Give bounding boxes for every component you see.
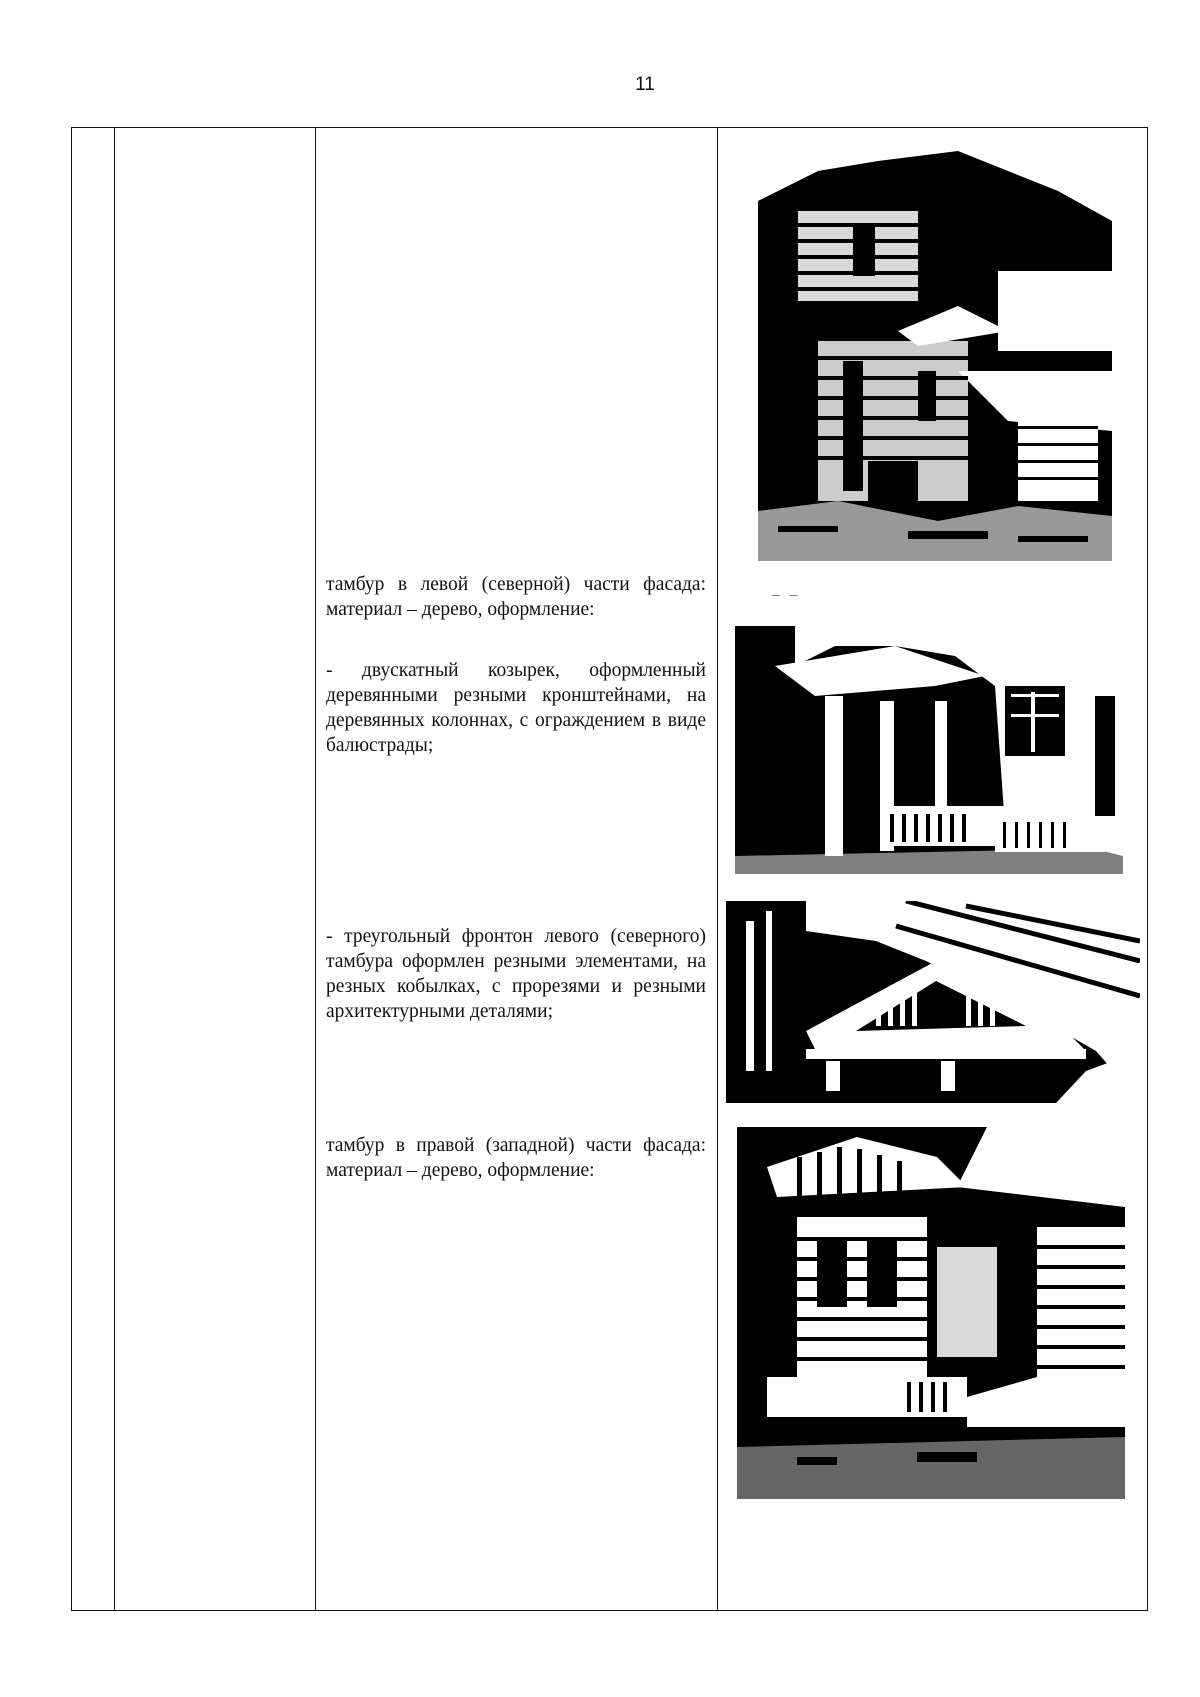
column-divider bbox=[717, 128, 718, 1610]
page-number: 11 bbox=[635, 74, 655, 95]
column-divider bbox=[315, 128, 316, 1610]
pediment-photo-icon bbox=[726, 901, 1140, 1103]
north-canopy-text: - двускатный козырек, оформленный деревянными резными кронштейнами, на деревянных колоннах, с ограждением в виде балюстрады; bbox=[326, 660, 706, 756]
north-vestibule-intro-text: тамбур в левой (северной) части фасада: материал – дерево, оформление: bbox=[326, 574, 706, 620]
building-facade-photo-icon bbox=[758, 131, 1112, 561]
vestibule-photo-icon bbox=[737, 1127, 1125, 1499]
column-divider bbox=[114, 128, 115, 1610]
west-vestibule-intro-text: тамбур в правой (западной) части фасада: материал – дерево, оформление: bbox=[326, 1135, 706, 1181]
north-pediment-text: - треугольный фронтон левого (северного) тамбура оформлен резными элементами, на резных кобылках, с прорезями и резными архитектурными деталями; bbox=[326, 926, 706, 1022]
porch-canopy-photo-icon bbox=[735, 626, 1123, 874]
west-vestibule-intro bbox=[326, 1133, 706, 1183]
north-vestibule-intro bbox=[326, 572, 706, 622]
dash-mark: – – bbox=[772, 586, 801, 602]
north-pediment-description bbox=[326, 924, 706, 1024]
north-canopy-description bbox=[326, 658, 706, 758]
